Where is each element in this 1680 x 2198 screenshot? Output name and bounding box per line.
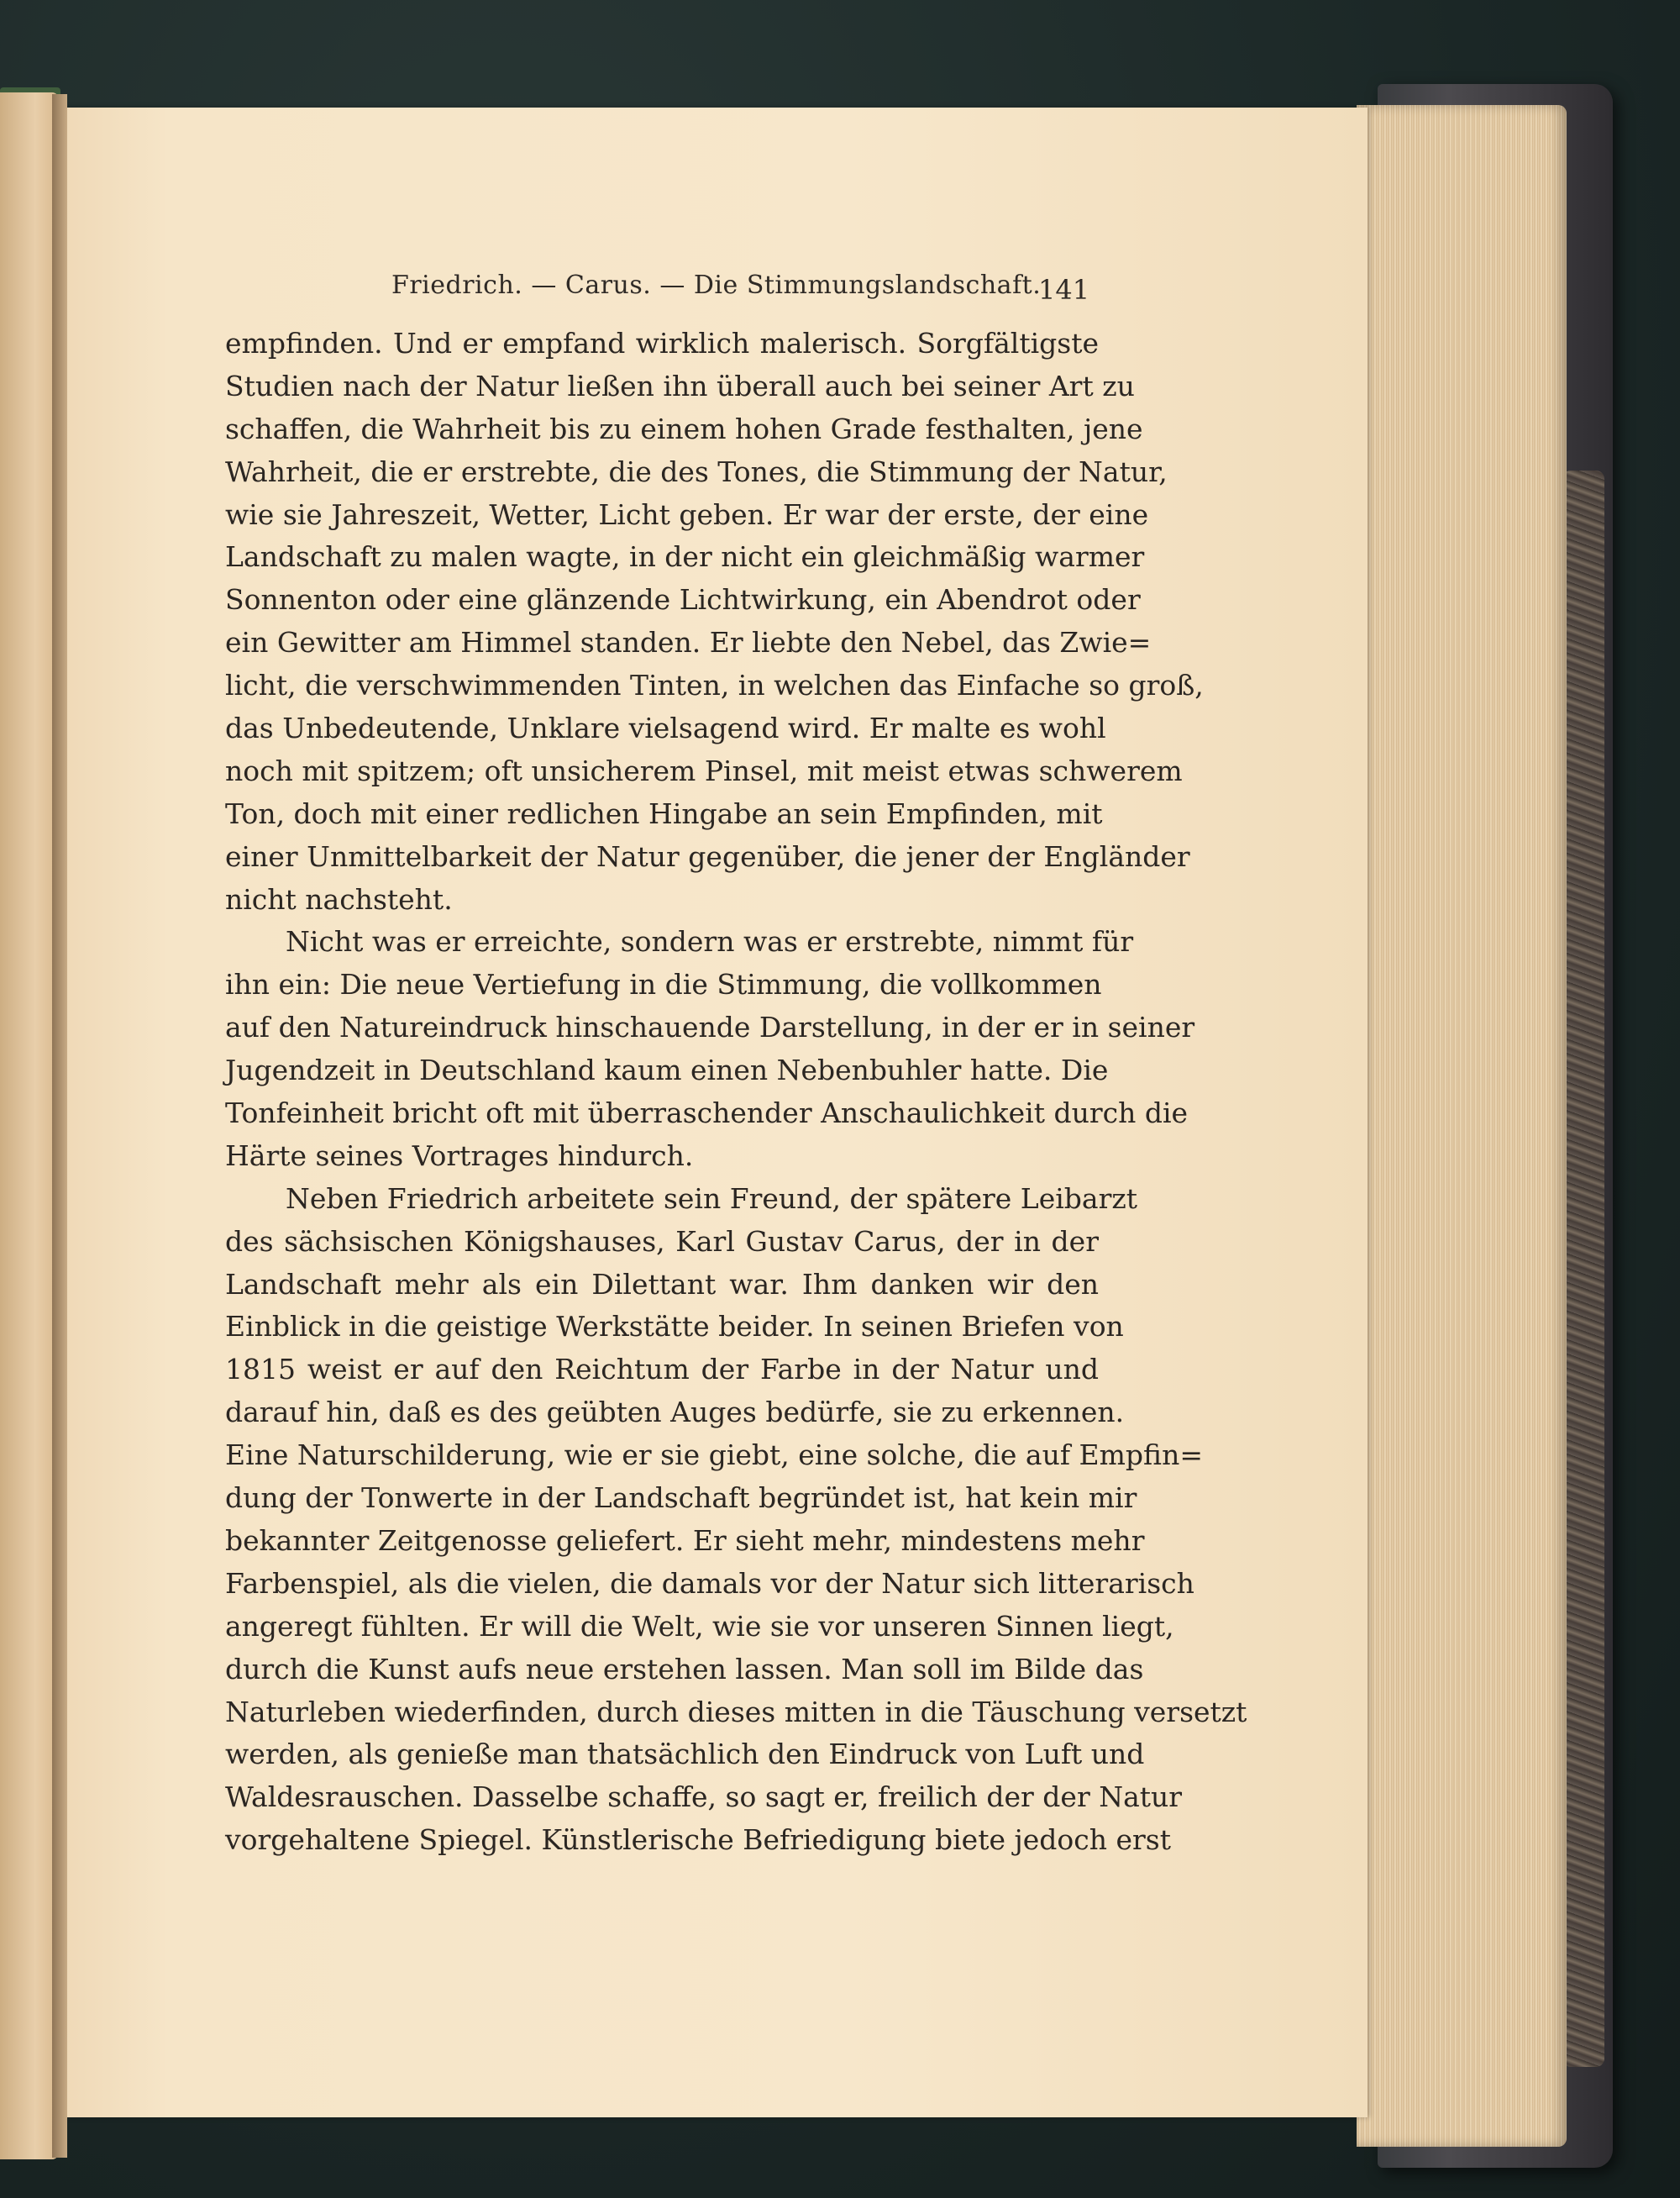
- text-line: Studien nach der Natur ließen ihn überall auch bei seiner Art zu: [225, 369, 1135, 402]
- text-line: Wahrheit, die er erstrebte, die des Tones, die Stimmung der Natur,: [225, 455, 1168, 488]
- text-line: durch die Kunst aufs neue erstehen lassen. Man soll im Bilde das: [225, 1652, 1144, 1685]
- text-line: werden, als genieße man thatsächlich den Eindruck von Luft und: [225, 1738, 1145, 1771]
- text-line: Farbenspiel, als die vielen, die damals vor der Natur sich litterarisch: [225, 1566, 1194, 1600]
- text-line: Härte seines Vortrages hindurch.: [225, 1138, 694, 1172]
- text-line: dung der Tonwerte in der Landschaft begründet ist, hat kein mir: [225, 1481, 1137, 1515]
- text-line: empfinden. Und er empfand wirklich malerisch. Sorgfältigste: [225, 327, 1099, 360]
- marbled-spine-pattern: [1562, 471, 1604, 2067]
- page-block-edges: [1357, 105, 1567, 2147]
- text-line: Nicht was er erreichte, sondern was er erstrebte, nimmt für: [286, 925, 1134, 959]
- text-line: Tonfeinheit bricht oft mit überraschender Anschaulichkeit durch die: [225, 1096, 1189, 1130]
- body-text: [225, 323, 1247, 1862]
- text-line: darauf hin, daß es des geübten Auges bedürfe, sie zu erkennen.: [225, 1396, 1125, 1429]
- text-line: Jugendzeit in Deutschland kaum einen Nebenbuhler hatte. Die: [225, 1054, 1109, 1087]
- text-line: Landschaft zu malen wagte, in der nicht ein gleichmäßig warmer: [225, 540, 1145, 574]
- text-line: angeregt fühlten. Er will die Welt, wie sie vor unseren Sinnen liegt,: [225, 1609, 1174, 1643]
- text-line: 1815 weist er auf den Reichtum der Farbe in der Natur und: [225, 1353, 1099, 1386]
- text-line: licht, die verschwimmenden Tinten, in welchen das Einfache so groß,: [225, 669, 1204, 702]
- text-line: Einblick in die geistige Werkstätte beider. In seinen Briefen von: [225, 1310, 1124, 1344]
- running-head-title: Friedrich. — Carus. — Die Stimmungslandschaft.: [391, 271, 1042, 300]
- text-line: vorgehaltene Spiegel. Künstlerische Befriedigung biete jedoch erst: [225, 1823, 1171, 1857]
- text-line: Waldesrauschen. Dasselbe schaffe, so sagt er, freilich der der Natur: [225, 1780, 1183, 1814]
- text-line: Neben Friedrich arbeitete sein Freund, der spätere Leibarzt: [286, 1181, 1137, 1215]
- text-line: Ton, doch mit einer redlichen Hingabe an sein Empfinden, mit: [225, 797, 1103, 830]
- text-line: das Unbedeutende, Unklare vielsagend wird. Er malte es wohl: [225, 712, 1106, 745]
- book-gutter: [52, 94, 67, 2158]
- text-line: noch mit spitzem; oft unsicherem Pinsel, mit meist etwas schwerem: [225, 754, 1183, 787]
- text-line: nicht nachsteht.: [225, 882, 453, 916]
- page-number: 141: [1038, 274, 1090, 306]
- text-line: bekannter Zeitgenosse geliefert. Er sieht mehr, mindestens mehr: [225, 1523, 1145, 1557]
- text-line: ihn ein: Die neue Vertiefung in die Stimmung, die vollkommen: [225, 968, 1102, 1002]
- text-line: des sächsischen Königshauses, Karl Gustav Carus, der in der: [225, 1224, 1099, 1258]
- text-line: einer Unmittelbarkeit der Natur gegenüber, die jener der Engländer: [225, 839, 1190, 873]
- text-line: Sonnenton oder eine glänzende Lichtwirkung, ein Abendrot oder: [225, 583, 1141, 617]
- text-line: wie sie Jahreszeit, Wetter, Licht geben. Er war der erste, der eine: [225, 497, 1149, 531]
- text-line: schaffen, die Wahrheit bis zu einem hohen Grade festhalten, jene: [225, 412, 1143, 445]
- text-line: Landschaft mehr als ein Dilettant war. Ihm danken wir den: [225, 1267, 1099, 1301]
- text-line: Eine Naturschilderung, wie er sie giebt, eine solche, die auf Empfin=: [225, 1438, 1203, 1472]
- text-line: Naturleben wiederfinden, durch dieses mitten in die Täuschung versetzt: [225, 1695, 1247, 1728]
- text-line: ein Gewitter am Himmel standen. Er liebte den Nebel, das Zwie=: [225, 626, 1152, 660]
- text-line: auf den Natureindruck hinschauende Darstellung, in der er in seiner: [225, 1011, 1195, 1044]
- left-page-edge: [0, 92, 59, 2159]
